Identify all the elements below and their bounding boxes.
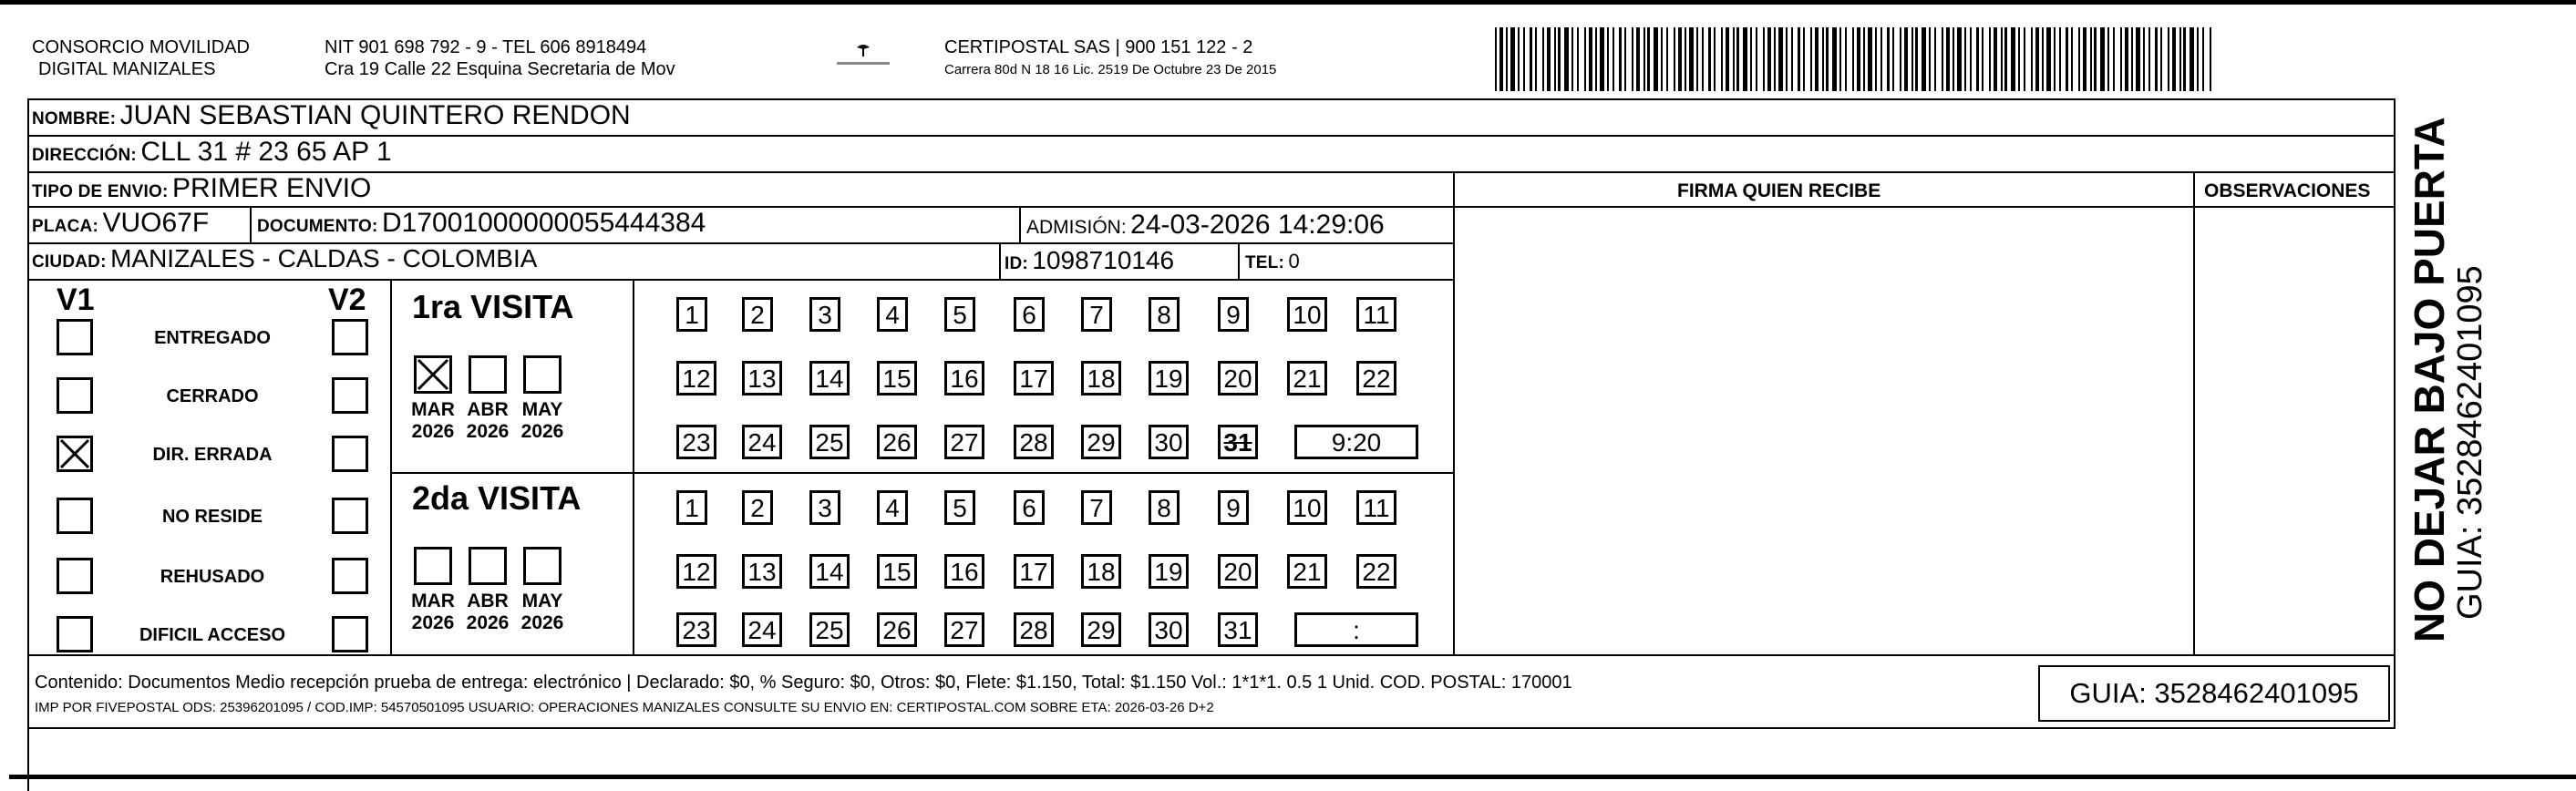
bottom-edge-line: [9, 775, 2576, 779]
day-box-6[interactable]: 6: [1014, 297, 1045, 332]
day-box-2[interactable]: 2: [742, 490, 773, 525]
day-box-18[interactable]: 18: [1081, 554, 1121, 589]
year-label: 2026: [466, 612, 510, 633]
tipo-row: [32, 173, 371, 204]
month-label: ABR: [467, 399, 509, 420]
day-box-25[interactable]: 25: [809, 612, 850, 647]
day-box-10[interactable]: 10: [1287, 490, 1327, 525]
day-box-24[interactable]: 24: [742, 612, 782, 647]
second-visit-title: 2da VISITA: [412, 479, 582, 517]
barcode: [1495, 27, 2215, 91]
day-box-14[interactable]: 14: [809, 554, 850, 589]
day-box-11[interactable]: 11: [1356, 297, 1396, 332]
time-box[interactable]: 9:20: [1294, 425, 1418, 459]
v2-checkbox[interactable]: [332, 498, 368, 534]
company-name-line1: CONSORCIO MOVILIDAD: [32, 37, 250, 57]
ciudad-label: CIUDAD:: [32, 252, 107, 272]
day-box-1[interactable]: 1: [676, 490, 707, 525]
placa-value: VUO67F: [102, 208, 210, 238]
documento-cell: [257, 208, 706, 239]
tel-cell: [1245, 250, 1300, 273]
day-box-25[interactable]: 25: [809, 425, 850, 459]
v2-checkbox[interactable]: [332, 616, 368, 652]
month-checkbox[interactable]: [469, 547, 507, 585]
admision-cell: [1026, 210, 1385, 241]
certipostal-logo: [831, 38, 895, 75]
first-visit-title: 1ra VISITA: [412, 288, 574, 325]
v1-checkbox[interactable]: [57, 377, 93, 414]
day-box-9[interactable]: 9: [1218, 490, 1249, 525]
day-box-26[interactable]: 26: [877, 425, 917, 459]
nombre-value: JUAN SEBASTIAN QUINTERO RENDON: [119, 100, 631, 130]
day-box-8[interactable]: 8: [1149, 297, 1180, 332]
company-name-line2: DIGITAL MANIZALES: [38, 59, 216, 79]
visits-divider: [633, 279, 634, 654]
x-mark-icon: [417, 358, 455, 396]
placa-label: PLACA:: [32, 217, 98, 236]
footer-imp: IMP POR FIVEPOSTAL ODS: 25396201095 / COD.IMP: 54570501095 USUARIO: OPERACIONES MANIZALES CONSULTE SU ENVIO EN: CERTIPOSTAL.COM SOBRE ETA: 2026-03-26 D+2: [35, 700, 1214, 715]
footer-top-line: [27, 654, 2396, 656]
ciudad-border: [999, 242, 1001, 279]
ciudad-cell: [32, 244, 537, 273]
day-box-3[interactable]: 3: [809, 490, 840, 525]
day-box-29[interactable]: 29: [1081, 612, 1121, 647]
day-box-19[interactable]: 19: [1149, 554, 1189, 589]
day-box-4[interactable]: 4: [877, 490, 908, 525]
year-label: 2026: [520, 612, 564, 633]
v2-checkbox[interactable]: [332, 319, 368, 355]
month-label: MAY: [521, 399, 563, 420]
month-label: ABR: [467, 591, 509, 611]
year-label: 2026: [411, 612, 455, 633]
month-label: MAR: [411, 591, 455, 611]
courier-line1: CERTIPOSTAL SAS | 900 151 122 - 2: [944, 37, 1253, 57]
day-box-21[interactable]: 21: [1287, 361, 1327, 396]
admision-label: ADMISIÓN:: [1026, 217, 1127, 238]
day-box-14[interactable]: 14: [809, 361, 850, 396]
day-box-20[interactable]: 20: [1218, 361, 1258, 396]
v1-checkbox[interactable]: [57, 616, 93, 652]
month-label: MAR: [411, 399, 455, 420]
time-box[interactable]: :: [1294, 612, 1418, 647]
guia-box: [2038, 665, 2390, 722]
day-box-9[interactable]: 9: [1218, 297, 1249, 332]
v1-header: V1: [57, 282, 95, 317]
day-box-7[interactable]: 7: [1081, 490, 1112, 525]
day-box-3[interactable]: 3: [809, 297, 840, 332]
day-box-18[interactable]: 18: [1081, 361, 1121, 396]
address-line: Cra 19 Calle 22 Esquina Secretaria de Mov: [325, 59, 675, 79]
month-checkbox[interactable]: [414, 355, 452, 394]
nit-line: NIT 901 698 792 - 9 - TEL 606 8918494: [325, 37, 647, 57]
day-box-31[interactable]: 31: [1218, 425, 1258, 459]
day-box-20[interactable]: 20: [1218, 554, 1258, 589]
courier-line2: Carrera 80d N 18 16 Lic. 2519 De Octubre 23 De 2015: [944, 62, 1277, 77]
day-box-17[interactable]: 17: [1014, 554, 1054, 589]
v1-checkbox[interactable]: [57, 558, 93, 594]
v2-checkbox[interactable]: [332, 436, 368, 472]
direccion-label: DIRECCIÓN:: [32, 146, 137, 165]
direccion-row: [32, 137, 392, 168]
footer-right-border: [2394, 654, 2396, 729]
tipo-label: TIPO DE ENVIO:: [32, 182, 169, 201]
nombre-row: [32, 100, 631, 131]
day-box-28[interactable]: 28: [1014, 425, 1054, 459]
v2-checkbox[interactable]: [332, 377, 368, 414]
day-box-2[interactable]: 2: [742, 297, 773, 332]
line-ciudad: [27, 279, 1455, 281]
day-box-26[interactable]: 26: [877, 612, 917, 647]
month-checkbox[interactable]: [523, 355, 562, 394]
tel-value: 0: [1288, 250, 1300, 272]
id-value: 1098710146: [1032, 246, 1175, 274]
documento-value: D17001000000055444384: [382, 208, 706, 238]
year-label: 2026: [411, 421, 455, 442]
side-guia-text: GUIA: 3528462401095: [2451, 265, 2489, 620]
id-border: [1238, 242, 1240, 279]
status-label: REHUSADO: [160, 567, 265, 587]
guia-box-text: GUIA: 3528462401095: [2069, 677, 2359, 709]
observaciones-left-border: [2193, 171, 2195, 654]
year-label: 2026: [466, 421, 510, 442]
tipo-value: PRIMER ENVIO: [172, 173, 372, 203]
day-box-15[interactable]: 15: [877, 361, 917, 396]
day-box-8[interactable]: 8: [1149, 490, 1180, 525]
placa-cell: [32, 208, 209, 239]
month-checkbox[interactable]: [469, 355, 507, 394]
day-box-16[interactable]: 16: [944, 554, 984, 589]
documento-label: DOCUMENTO:: [257, 217, 378, 236]
day-box-27[interactable]: 27: [944, 425, 984, 459]
day-box-21[interactable]: 21: [1287, 554, 1327, 589]
placa-border: [250, 206, 252, 242]
day-box-7[interactable]: 7: [1081, 297, 1112, 332]
day-box-22[interactable]: 22: [1356, 361, 1396, 396]
v2-header: V2: [328, 282, 366, 317]
v2-checkbox[interactable]: [332, 558, 368, 594]
day-box-16[interactable]: 16: [944, 361, 984, 396]
id-label: ID:: [1005, 254, 1028, 273]
day-box-15[interactable]: 15: [877, 554, 917, 589]
v1-checkbox[interactable]: [57, 498, 93, 534]
month-checkbox[interactable]: [523, 547, 562, 585]
month-checkbox[interactable]: [414, 547, 452, 585]
day-box-31[interactable]: 31: [1218, 612, 1258, 647]
day-box-22[interactable]: 22: [1356, 554, 1396, 589]
day-box-12[interactable]: 12: [676, 554, 716, 589]
day-box-11[interactable]: 11: [1356, 490, 1396, 525]
day-box-24[interactable]: 24: [742, 425, 782, 459]
admision-value: 24-03-2026 14:29:06: [1130, 210, 1385, 240]
frame-right: [2394, 98, 2396, 654]
day-box-13[interactable]: 13: [742, 361, 782, 396]
x-mark-icon: [59, 438, 96, 475]
line-direccion: [27, 171, 2396, 173]
day-box-19[interactable]: 19: [1149, 361, 1189, 396]
day-box-30[interactable]: 30: [1149, 425, 1189, 459]
status-right-border: [390, 279, 392, 654]
visit-separator: [392, 472, 1455, 474]
day-box-17[interactable]: 17: [1014, 361, 1054, 396]
side-text: [2406, 117, 2488, 642]
day-box-23[interactable]: 23: [676, 425, 716, 459]
firma-header: FIRMA QUIEN RECIBE: [1677, 180, 1881, 201]
day-box-28[interactable]: 28: [1014, 612, 1054, 647]
observaciones-header: OBSERVACIONES: [2204, 180, 2371, 201]
day-box-23[interactable]: 23: [676, 612, 716, 647]
day-box-29[interactable]: 29: [1081, 425, 1121, 459]
top-edge-line: [0, 0, 2576, 5]
day-box-6[interactable]: 6: [1014, 490, 1045, 525]
footer-bottom-line: [27, 727, 2396, 729]
day-box-5[interactable]: 5: [944, 490, 975, 525]
day-box-4[interactable]: 4: [877, 297, 908, 332]
day-box-1[interactable]: 1: [676, 297, 707, 332]
tel-label: TEL:: [1245, 253, 1285, 272]
nombre-label: NOMBRE:: [32, 109, 117, 128]
day-box-10[interactable]: 10: [1287, 297, 1327, 332]
footer-contenido: Contenido: Documentos Medio recepción prueba de entrega: electrónico | Declarado: $0, % Seguro: $0, Otros: $0, Flete: $1.150, Total: $1.150 Vol.: 1*1*1. 0.5 1 Unid. COD. POSTAL: 170001: [35, 673, 1572, 693]
documento-border: [1019, 206, 1021, 242]
status-label: DIR. ERRADA: [152, 445, 273, 465]
status-label: NO RESIDE: [161, 507, 263, 527]
no-dejar-text: NO DEJAR BAJO PUERTA: [2406, 117, 2453, 642]
status-label: ENTREGADO: [154, 328, 271, 348]
day-box-5[interactable]: 5: [944, 297, 975, 332]
status-label: DIFICIL ACCESO: [139, 625, 285, 645]
v1-checkbox[interactable]: [57, 436, 93, 472]
direccion-value: CLL 31 # 23 65 AP 1: [140, 137, 392, 167]
day-box-13[interactable]: 13: [742, 554, 782, 589]
day-box-27[interactable]: 27: [944, 612, 984, 647]
day-box-30[interactable]: 30: [1149, 612, 1189, 647]
id-cell: [1005, 246, 1174, 275]
v1-checkbox[interactable]: [57, 319, 93, 355]
status-label: CERRADO: [166, 386, 259, 406]
ciudad-value: MANIZALES - CALDAS - COLOMBIA: [110, 244, 538, 272]
year-label: 2026: [520, 421, 564, 442]
day-box-12[interactable]: 12: [676, 361, 716, 396]
month-label: MAY: [521, 591, 563, 611]
